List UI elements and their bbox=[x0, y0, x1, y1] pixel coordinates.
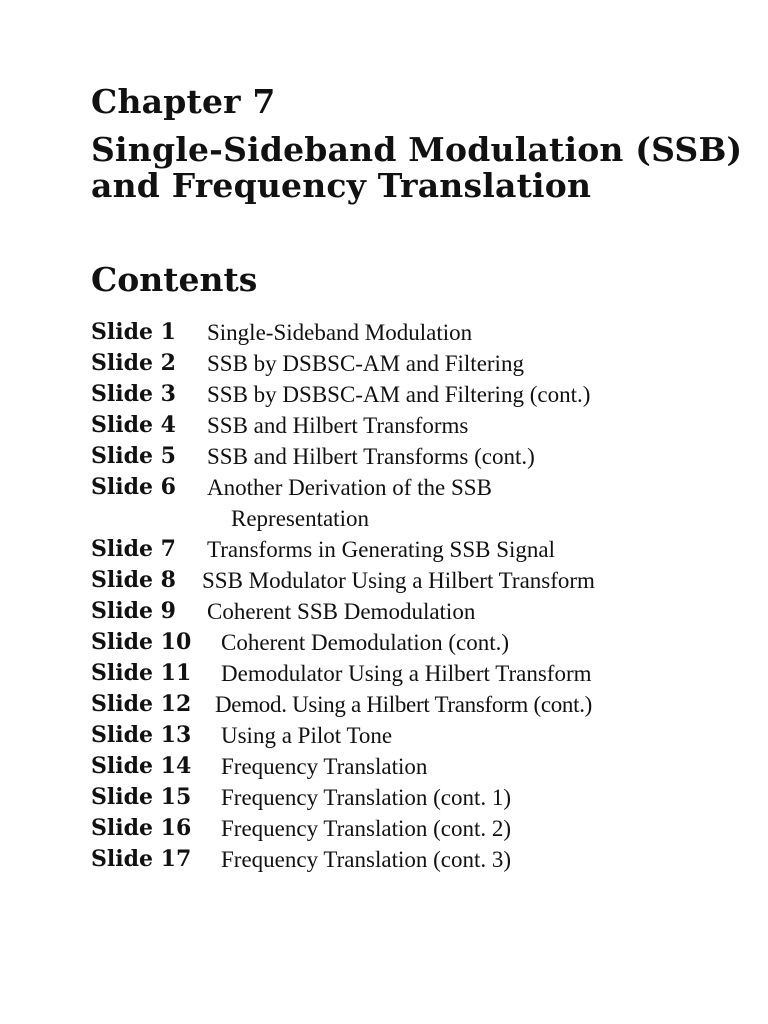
toc-slide-label: Slide 5 bbox=[91, 443, 176, 469]
toc-slide-title: Frequency Translation bbox=[221, 754, 428, 779]
chapter-title-line-2: and Frequency Translation bbox=[91, 166, 592, 205]
toc-entry-slide-17 bbox=[91, 844, 751, 875]
toc-slide-title: Coherent SSB Demodulation bbox=[207, 599, 476, 624]
toc-slide-label: Slide 10 bbox=[91, 629, 192, 655]
toc-slide-title: Demodulator Using a Hilbert Transform bbox=[221, 661, 592, 686]
toc-entry-slide-6 bbox=[91, 472, 751, 534]
toc-entry-slide-5 bbox=[91, 441, 751, 472]
toc-slide-title: Coherent Demodulation (cont.) bbox=[221, 630, 510, 655]
toc-slide-label: Slide 3 bbox=[91, 381, 176, 407]
toc-slide-title-line-2: Representation bbox=[231, 506, 369, 531]
toc-slide-label: Slide 12 bbox=[91, 691, 192, 717]
toc-slide-label: Slide 7 bbox=[91, 536, 176, 562]
toc-slide-label: Slide 4 bbox=[91, 412, 176, 438]
toc-slide-title: Frequency Translation (cont. 3) bbox=[221, 847, 512, 872]
toc-slide-label: Slide 6 bbox=[91, 474, 176, 500]
toc-slide-title: Single-Sideband Modulation bbox=[207, 320, 473, 345]
toc-slide-title: Frequency Translation (cont. 1) bbox=[221, 785, 512, 810]
contents-heading: Contents bbox=[91, 260, 258, 299]
toc-slide-title: Frequency Translation (cont. 2) bbox=[221, 816, 512, 841]
toc-slide-title-line-1: Another Derivation of the SSB bbox=[207, 475, 492, 500]
toc-slide-title: SSB and Hilbert Transforms bbox=[207, 413, 469, 438]
toc-entry-slide-8 bbox=[91, 565, 751, 596]
toc-entry-slide-2 bbox=[91, 348, 751, 379]
toc-slide-label: Slide 11 bbox=[91, 660, 192, 686]
toc-slide-label: Slide 15 bbox=[91, 784, 192, 810]
toc-entry-slide-16 bbox=[91, 813, 751, 844]
chapter-title-line-1: Single-Sideband Modulation (SSB) bbox=[91, 130, 743, 169]
toc-slide-title: SSB and Hilbert Transforms (cont.) bbox=[207, 444, 535, 469]
toc-slide-label: Slide 1 bbox=[91, 319, 176, 345]
toc-slide-label: Slide 13 bbox=[91, 722, 192, 748]
document-page bbox=[91, 82, 751, 875]
toc-slide-title: Demod. Using a Hilbert Transform (cont.) bbox=[215, 692, 593, 717]
toc-entry-slide-3 bbox=[91, 379, 751, 410]
chapter-title bbox=[91, 132, 751, 204]
toc-slide-label: Slide 16 bbox=[91, 815, 192, 841]
toc-entry-slide-11 bbox=[91, 658, 751, 689]
toc-entry-slide-12 bbox=[91, 689, 751, 720]
toc-slide-title: Using a Pilot Tone bbox=[221, 723, 393, 748]
toc-slide-title: Transforms in Generating SSB Signal bbox=[207, 537, 555, 562]
chapter-heading: Chapter 7 bbox=[91, 82, 276, 121]
toc-slide-title: SSB by DSBSC-AM and Filtering bbox=[207, 351, 524, 376]
toc-slide-label: Slide 8 bbox=[91, 567, 176, 593]
toc-entry-slide-15 bbox=[91, 782, 751, 813]
toc-entry-slide-9 bbox=[91, 596, 751, 627]
toc-slide-label: Slide 9 bbox=[91, 598, 176, 624]
toc-entry-slide-13 bbox=[91, 720, 751, 751]
toc-entry-slide-10 bbox=[91, 627, 751, 658]
toc-entry-slide-1 bbox=[91, 317, 751, 348]
table-of-contents bbox=[91, 317, 751, 875]
toc-entry-slide-7 bbox=[91, 534, 751, 565]
toc-slide-label: Slide 17 bbox=[91, 846, 192, 872]
toc-slide-label: Slide 14 bbox=[91, 753, 192, 779]
toc-slide-title: SSB Modulator Using a Hilbert Transform bbox=[202, 568, 595, 593]
toc-entry-slide-4 bbox=[91, 410, 751, 441]
toc-slide-title bbox=[207, 472, 492, 534]
toc-slide-title: SSB by DSBSC-AM and Filtering (cont.) bbox=[207, 382, 591, 407]
toc-entry-slide-14 bbox=[91, 751, 751, 782]
toc-slide-label: Slide 2 bbox=[91, 350, 176, 376]
